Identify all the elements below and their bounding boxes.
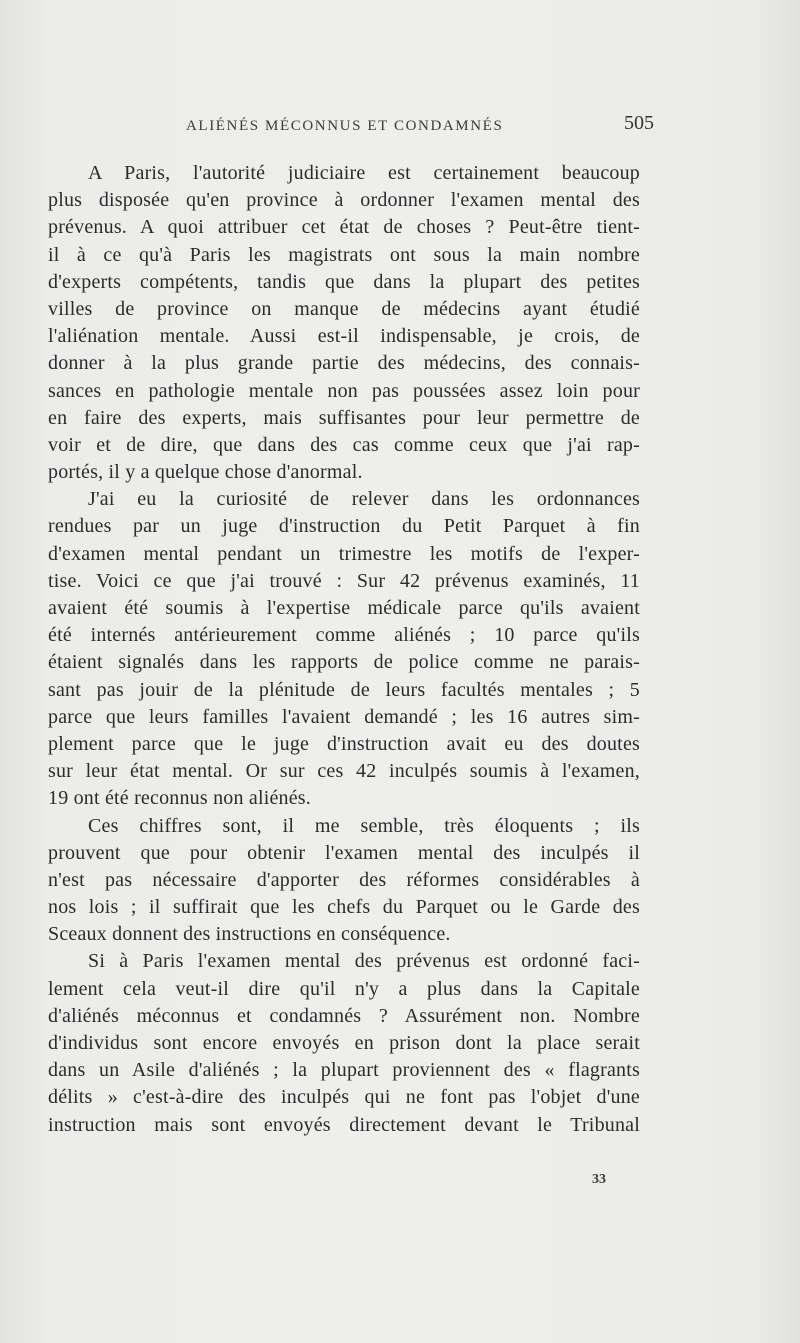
text-line: 19 ont été reconnus non aliénés. [48, 787, 311, 810]
text-line: d'examen mental pendant un trimestre les motifs de l'exper- [48, 542, 640, 565]
text-line: plement parce que le juge d'instruction avait eu des doutes [48, 732, 640, 755]
text-line: Ces chiffres sont, il me semble, très éloquents ; ils [88, 814, 640, 837]
text-line: sur leur état mental. Or sur ces 42 inculpés soumis à l'examen, [48, 760, 640, 783]
running-title: ALIÉNÉS MÉCONNUS ET CONDAMNÉS [186, 118, 504, 134]
text-line: d'aliénés méconnus et condamnés ? Assurément non. Nombre [48, 1004, 640, 1027]
text-line: dans un Asile d'aliénés ; la plupart proviennent des « flagrants [48, 1059, 640, 1082]
text-line: donner à la plus grande partie des médecins, des connais- [48, 352, 640, 375]
text-line: voir et de dire, que dans des cas comme ceux que j'ai rap- [48, 433, 640, 456]
text-line: nos lois ; il suffirait que les chefs du Parquet ou le Garde des [48, 896, 640, 919]
text-line: avaient été soumis à l'expertise médicale parce qu'ils avaient [48, 597, 640, 619]
text-line: villes de province on manque de médecins ayant étudié [48, 297, 640, 320]
text-line: été internés antérieurement comme aliénés ; 10 parce qu'ils [48, 624, 640, 647]
text-line: étaient signalés dans les rapports de police comme ne parais- [48, 651, 640, 674]
text-line: prévenus. A quoi attribuer cet état de choses ? Peut-être tient- [48, 216, 640, 239]
text-line: portés, il y a quelque chose d'anormal. [48, 461, 363, 484]
text-line: lement cela veut-il dire qu'il n'y a plus dans la Capitale [48, 977, 640, 1000]
body-text [48, 160, 640, 1139]
text-line: prouvent que pour obtenir l'examen mental des inculpés il [48, 841, 640, 864]
text-line: parce que leurs familles l'avaient demandé ; les 16 autres sim- [48, 705, 640, 728]
text-line: tise. Voici ce que j'ai trouvé : Sur 42 prévenus examinés, 11 [48, 569, 640, 592]
text-line: sances en pathologie mentale non pas poussées assez loin pour [48, 379, 640, 402]
page-number: 505 [624, 112, 654, 134]
signature-mark: 33 [592, 1172, 606, 1187]
text-line: en faire des experts, mais suffisantes pour leur permettre de [48, 406, 640, 429]
text-line: instruction mais sont envoyés directement devant le Tribunal [48, 1113, 640, 1136]
text-line: Sceaux donnent des instructions en conséquence. [48, 923, 451, 946]
text-line: Si à Paris l'examen mental des prévenus est ordonné faci- [88, 950, 640, 973]
text-line: plus disposée qu'en province à ordonner l'examen mental des [48, 189, 640, 212]
text-line: d'experts compétents, tandis que dans la plupart des petites [48, 270, 640, 293]
text-line: sant pas jouir de la plénitude de leurs facultés mentales ; 5 [48, 678, 640, 701]
text-line: n'est pas nécessaire d'apporter des réformes considérables à [48, 868, 640, 891]
text-line: rendues par un juge d'instruction du Petit Parquet à fin [48, 515, 640, 538]
text-line: d'individus sont encore envoyés en prison dont la place serait [48, 1032, 640, 1054]
text-line: A Paris, l'autorité judiciaire est certainement beaucoup [88, 162, 640, 184]
text-line: J'ai eu la curiosité de relever dans les ordonnances [88, 488, 640, 511]
text-line: délits » c'est-à-dire des inculpés qui ne font pas l'objet d'une [48, 1086, 640, 1109]
text-line: il à ce qu'à Paris les magistrats ont sous la main nombre [48, 243, 640, 266]
text-line: l'aliénation mentale. Aussi est-il indispensable, je crois, de [48, 325, 640, 348]
